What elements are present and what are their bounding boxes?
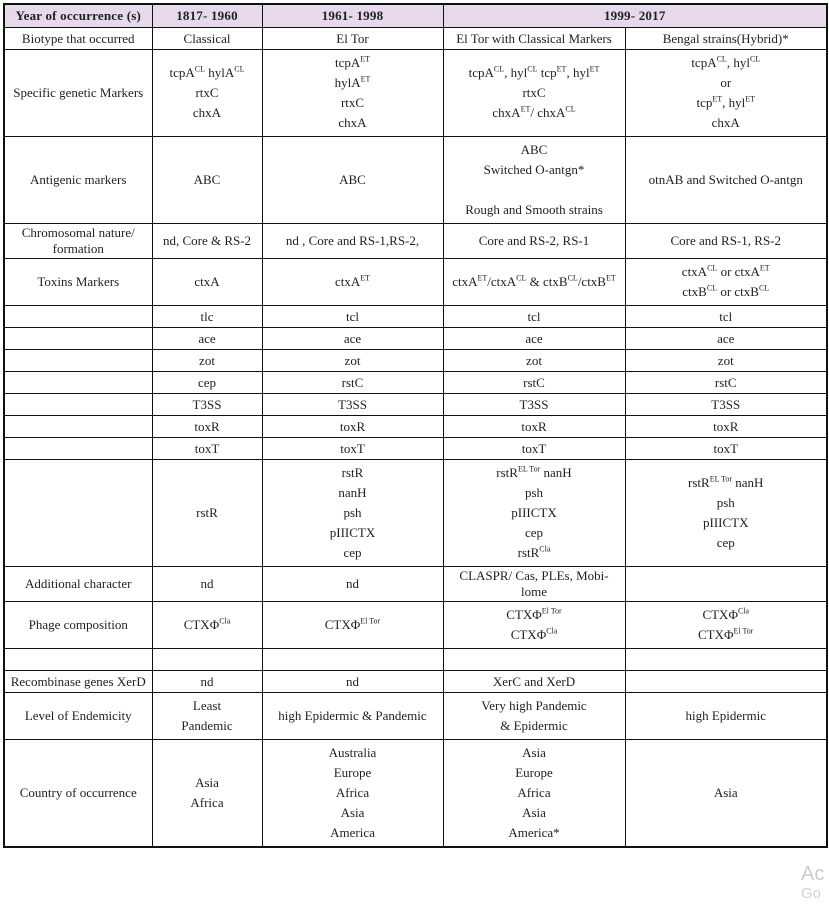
- data-cell: otnAB and Switched O-antgn: [625, 137, 827, 224]
- cell-line: pIIICTX: [703, 515, 749, 530]
- row-label-cell: [4, 328, 152, 350]
- data-cell: Bengal strains(Hybrid)*: [625, 28, 827, 50]
- cell-line: $CTX\Phi^{El Tor}$: [506, 606, 562, 622]
- cell-line: cep: [524, 525, 544, 540]
- data-cell: rstC: [443, 372, 625, 394]
- table-row-5: [4, 306, 827, 328]
- data-cell: T3SS: [443, 394, 625, 416]
- data-cell: rstR: [152, 460, 262, 567]
- cell-line: ctxA$^{CL}$ or ctxA$^{ET}$: [681, 263, 770, 279]
- data-cell: [262, 649, 443, 671]
- biotype-comparison-table: [3, 3, 828, 848]
- data-cell: [625, 671, 827, 693]
- cell-line: cep: [716, 535, 735, 550]
- cell-line: chxA$^{ET}$/ chxA$^{CL}$: [492, 104, 576, 120]
- table-row-2: [4, 137, 827, 224]
- data-cell: ace: [152, 328, 262, 350]
- data-cell: Asia: [625, 740, 827, 848]
- table-row-14: [4, 602, 827, 649]
- data-cell: [443, 693, 625, 740]
- header-row: [4, 4, 827, 28]
- cell-line: & Epidermic: [500, 718, 568, 733]
- cell-line: ctxB$^{CL}$ or ctxB$^{CL}$: [682, 283, 770, 299]
- data-cell: ace: [443, 328, 625, 350]
- cell-line: America: [330, 825, 375, 840]
- cell-line: cep: [343, 545, 362, 560]
- data-cell: cep: [152, 372, 262, 394]
- table-row-11: [4, 438, 827, 460]
- cell-line: America*: [508, 825, 560, 840]
- table-row-16: [4, 671, 827, 693]
- row-label-cell: [4, 416, 152, 438]
- data-cell: ABC: [262, 137, 443, 224]
- data-cell: tcl: [443, 306, 625, 328]
- data-cell: [443, 740, 625, 848]
- table-row-1: [4, 50, 827, 137]
- data-cell: toxT: [152, 438, 262, 460]
- data-cell: ctxA: [152, 259, 262, 306]
- watermark-line-1: Ac: [801, 863, 825, 885]
- cell-line: psh: [343, 505, 362, 520]
- data-cell: XerC and XerD: [443, 671, 625, 693]
- data-cell: T3SS: [262, 394, 443, 416]
- cell-line: rtxC: [522, 85, 546, 100]
- cell-line: Europe: [515, 765, 553, 780]
- cell-line: ABC: [520, 142, 548, 157]
- data-cell: [625, 567, 827, 602]
- data-cell: Core and RS-2, RS-1: [443, 224, 625, 259]
- data-cell: [152, 693, 262, 740]
- table-row-7: [4, 350, 827, 372]
- data-cell: toxT: [625, 438, 827, 460]
- cell-line: or: [720, 75, 732, 90]
- row-label-cell: [4, 649, 152, 671]
- row-label-cell: Country of occurrence: [4, 740, 152, 848]
- cell-line: chxA: [711, 115, 740, 130]
- table-row-4: [4, 259, 827, 306]
- cell-line: chxA: [338, 115, 367, 130]
- data-cell: ABC: [152, 137, 262, 224]
- data-cell: toxT: [443, 438, 625, 460]
- table-row-15: [4, 649, 827, 671]
- data-cell: tcl: [262, 306, 443, 328]
- data-cell: toxR: [262, 416, 443, 438]
- cell-line: rstR$^{EL Tor}$ nanH: [688, 474, 764, 490]
- table-row-3: [4, 224, 827, 259]
- data-cell: [443, 460, 625, 567]
- data-cell: tcl: [625, 306, 827, 328]
- data-cell: zot: [625, 350, 827, 372]
- cell-line: rstR$^{EL Tor}$ nanH: [496, 464, 572, 480]
- row-label-cell: Antigenic markers: [4, 137, 152, 224]
- table-row-6: [4, 328, 827, 350]
- data-cell: ctxA$^{ET}$/ctxA$^{CL}$ & ctxB$^{CL}$/ctxB$^{ET}$: [443, 259, 625, 306]
- data-cell: ctxA$^{ET}$: [262, 259, 443, 306]
- data-cell: tlc: [152, 306, 262, 328]
- cell-line: psh: [524, 485, 544, 500]
- cell-line: Europe: [333, 765, 372, 780]
- data-cell: toxR: [152, 416, 262, 438]
- cell-line: Least: [192, 698, 222, 713]
- table-row-9: [4, 394, 827, 416]
- data-cell: high Epidermic: [625, 693, 827, 740]
- cell-line: tcpA$^{ET}$: [334, 54, 371, 70]
- row-label-cell: Chromosomal nature/ formation: [4, 224, 152, 259]
- row-label-cell: [4, 438, 152, 460]
- table-row-10: [4, 416, 827, 438]
- row-label-cell: Toxins Markers: [4, 259, 152, 306]
- table-body: [4, 28, 827, 848]
- data-cell: [443, 649, 625, 671]
- cell-line: tcpA$^{CL}$, hyl$^{CL}$ tcp$^{ET}$, hyl$^{ET}$: [468, 64, 600, 80]
- data-cell: [443, 602, 625, 649]
- data-cell: Classical: [152, 28, 262, 50]
- data-cell: [152, 50, 262, 137]
- cell-line: Very high Pandemic: [481, 698, 587, 713]
- row-label-cell: [4, 394, 152, 416]
- cell-line: $CTX\Phi^{Cla}$: [510, 626, 558, 642]
- data-cell: [625, 460, 827, 567]
- data-cell: [262, 740, 443, 848]
- data-cell: [443, 50, 625, 137]
- data-cell: $CTX\Phi^{El Tor}$: [262, 602, 443, 649]
- cell-line: Australia: [328, 745, 377, 760]
- cell-line: Pandemic: [181, 718, 233, 733]
- row-label-cell: [4, 460, 152, 567]
- data-cell: nd: [262, 567, 443, 602]
- data-cell: [443, 137, 625, 224]
- cell-line: $CTX\Phi^{Cla}$: [702, 606, 750, 622]
- row-label-cell: [4, 372, 152, 394]
- watermark-line-2: Go: [801, 885, 822, 902]
- row-label-cell: Level of Endemicity: [4, 693, 152, 740]
- data-cell: Core and RS-1, RS-2: [625, 224, 827, 259]
- cell-line: Africa: [190, 795, 224, 810]
- cell-line: rtxC: [195, 85, 219, 100]
- cell-line: pIIICTX: [511, 505, 557, 520]
- cell-line: chxA: [192, 105, 222, 120]
- table-row-8: [4, 372, 827, 394]
- data-cell: nd, Core & RS-2: [152, 224, 262, 259]
- row-label-cell: Additional character: [4, 567, 152, 602]
- cell-line: Asia: [340, 805, 365, 820]
- data-cell: high Epidermic & Pandemic: [262, 693, 443, 740]
- header-cell-0: Year of occurrence (s): [4, 4, 152, 28]
- cell-line: tcpA$^{CL}$ hylA$^{CL}$: [169, 64, 245, 80]
- table-row-13: [4, 567, 827, 602]
- table-row-0: [4, 28, 827, 50]
- row-label-cell: Specific genetic Markers: [4, 50, 152, 137]
- data-cell: El Tor: [262, 28, 443, 50]
- cell-line: $CTX\Phi^{El Tor}$: [698, 626, 754, 642]
- table-row-18: [4, 740, 827, 848]
- data-cell: zot: [152, 350, 262, 372]
- data-cell: El Tor with Classical Markers: [443, 28, 625, 50]
- data-cell: toxR: [625, 416, 827, 438]
- data-cell: rstC: [262, 372, 443, 394]
- header-cell-3: 1999- 2017: [443, 4, 827, 28]
- cell-line: pIIICTX: [329, 525, 376, 540]
- data-cell: nd , Core and RS-1,RS-2,: [262, 224, 443, 259]
- data-cell: CLASPR/ Cas, PLEs, Mobi-lome: [443, 567, 625, 602]
- cell-line: Asia: [522, 805, 546, 820]
- row-label-cell: Phage composition: [4, 602, 152, 649]
- row-label-cell: Biotype that occurred: [4, 28, 152, 50]
- table-row-12: [4, 460, 827, 567]
- row-label-cell: Recombinase genes XerD: [4, 671, 152, 693]
- data-cell: nd: [262, 671, 443, 693]
- data-cell: nd: [152, 671, 262, 693]
- data-cell: [152, 649, 262, 671]
- data-cell: zot: [262, 350, 443, 372]
- cell-line: tcpA$^{CL}$, hyl$^{CL}$: [691, 54, 761, 70]
- data-cell: [262, 50, 443, 137]
- data-cell: rstC: [625, 372, 827, 394]
- cell-line: rtxC: [340, 95, 365, 110]
- data-cell: [625, 602, 827, 649]
- data-cell: [625, 50, 827, 137]
- header-cell-1: 1817- 1960: [152, 4, 262, 28]
- data-cell: ace: [262, 328, 443, 350]
- cell-line: rstR: [341, 465, 364, 480]
- data-cell: $CTX\Phi^{Cla}$: [152, 602, 262, 649]
- table-header: [4, 4, 827, 28]
- data-cell: nd: [152, 567, 262, 602]
- cell-line: Rough and Smooth strains: [465, 202, 603, 217]
- cell-line: [447, 182, 622, 198]
- cell-line: Africa: [517, 785, 551, 800]
- cell-line: rstR$^{Cla}$: [517, 544, 551, 560]
- cell-line: Asia: [195, 775, 219, 790]
- data-cell: [625, 649, 827, 671]
- data-cell: [152, 740, 262, 848]
- data-cell: [625, 259, 827, 306]
- cell-line: Switched O-antgn*: [483, 162, 585, 177]
- row-label-cell: [4, 350, 152, 372]
- windows-watermark: [801, 863, 824, 903]
- header-cell-2: 1961- 1998: [262, 4, 443, 28]
- cell-line: tcp$^{ET}$, hyl$^{ET}$: [696, 94, 756, 110]
- cell-line: Africa: [335, 785, 370, 800]
- data-cell: ace: [625, 328, 827, 350]
- data-cell: toxT: [262, 438, 443, 460]
- row-label-cell: [4, 306, 152, 328]
- cell-line: Asia: [522, 745, 546, 760]
- cell-line: nanH: [338, 485, 367, 500]
- cell-line: hylA$^{ET}$: [334, 74, 371, 90]
- cell-line: psh: [716, 495, 735, 510]
- data-cell: T3SS: [152, 394, 262, 416]
- data-cell: zot: [443, 350, 625, 372]
- data-cell: [262, 460, 443, 567]
- table-row-17: [4, 693, 827, 740]
- data-cell: toxR: [443, 416, 625, 438]
- data-cell: T3SS: [625, 394, 827, 416]
